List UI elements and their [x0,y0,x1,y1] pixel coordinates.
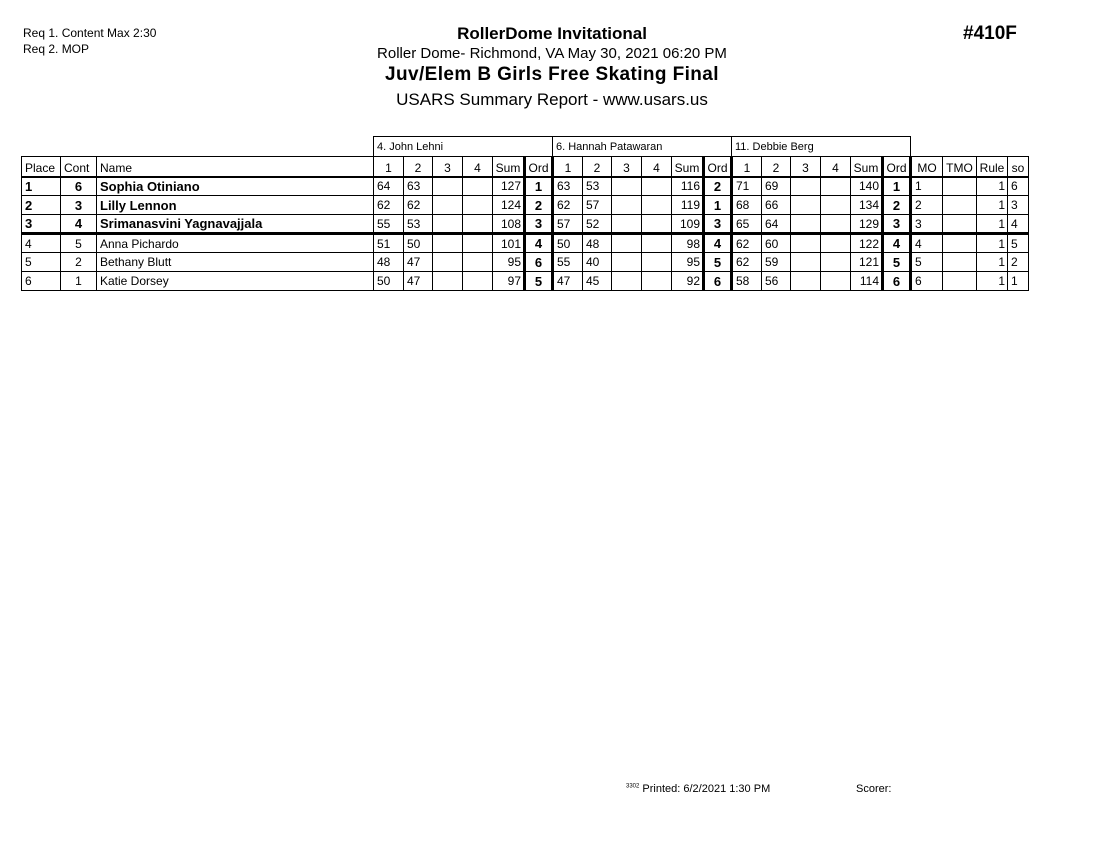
mo-cell: 5 [911,253,943,272]
col-ord: Ord [704,157,732,177]
cont-cell: 2 [61,253,97,272]
judge-score [612,196,642,215]
so-cell: 2 [1008,253,1029,272]
so-cell: 4 [1008,215,1029,234]
col-cont: Cont [61,157,97,177]
col-score-4: 4 [463,157,493,177]
judge-score [642,196,672,215]
judge-score: 62 [553,196,583,215]
table-row [22,272,1029,291]
judge-sum: 122 [851,234,883,253]
judge-score: 71 [732,177,762,196]
judge-score: 63 [553,177,583,196]
judge-sum: 134 [851,196,883,215]
judge-score: 59 [762,253,791,272]
so-cell: 5 [1008,234,1029,253]
judge-score [612,177,642,196]
col-ord: Ord [883,157,911,177]
judge-score: 55 [553,253,583,272]
judge-score [612,215,642,234]
document-number: #410F [963,23,1017,44]
judge-score: 52 [583,215,612,234]
judge-ordinal: 2 [525,196,553,215]
judge-score: 62 [732,253,762,272]
event-location: Roller Dome- Richmond, VA May 30, 2021 06:20 PM [377,45,727,62]
judge-sum: 121 [851,253,883,272]
judge-score [642,253,672,272]
judge-3: 11. Debbie Berg [732,137,911,157]
cont-cell: 1 [61,272,97,291]
report-title: Juv/Elem B Girls Free Skating Final [385,64,719,85]
printed-date: Printed: 6/2/2021 1:30 PM [642,783,771,795]
judge-score: 55 [374,215,404,234]
cont-cell: 3 [61,196,97,215]
rule-cell: 1 [977,215,1008,234]
judge-score [463,177,493,196]
col-ord: Ord [525,157,553,177]
judge-score: 40 [583,253,612,272]
judge-score: 65 [732,215,762,234]
judge-2: 6. Hannah Patawaran [553,137,732,157]
col-tmo: TMO [943,157,977,177]
tmo-cell [943,196,977,215]
judge-ordinal: 4 [883,234,911,253]
col-mo: MO [911,157,943,177]
judge-score [791,177,821,196]
judge-score [642,177,672,196]
place-cell: 2 [22,196,61,215]
scorer-label: Scorer: [856,783,892,795]
judge-sum: 127 [493,177,525,196]
judge-ordinal: 1 [883,177,911,196]
so-cell: 3 [1008,196,1029,215]
judge-score [433,234,463,253]
col-score-3: 3 [612,157,642,177]
judge-score: 64 [374,177,404,196]
col-sum: Sum [493,157,525,177]
judges-row [22,137,1029,157]
judge-score: 62 [374,196,404,215]
cont-cell: 4 [61,215,97,234]
so-cell: 6 [1008,177,1029,196]
judge-score [463,272,493,291]
judge-score: 50 [553,234,583,253]
judge-score: 64 [762,215,791,234]
judge-ordinal: 1 [704,196,732,215]
judge-score [642,272,672,291]
judge-score [791,196,821,215]
table-row [22,196,1029,215]
judge-sum: 140 [851,177,883,196]
judge-1: 4. John Lehni [374,137,553,157]
judge-sum: 119 [672,196,704,215]
judge-score [791,215,821,234]
judge-score: 62 [404,196,433,215]
place-cell: 3 [22,215,61,234]
skater-name: Anna Pichardo [97,234,374,253]
place-cell: 5 [22,253,61,272]
judge-score: 57 [553,215,583,234]
judge-score [463,196,493,215]
requirement-1: Req 1. Content Max 2:30 [23,26,157,40]
judge-score [642,215,672,234]
judge-sum: 92 [672,272,704,291]
col-score-4: 4 [642,157,672,177]
judge-ordinal: 3 [883,215,911,234]
rule-cell: 1 [977,253,1008,272]
cont-cell: 5 [61,234,97,253]
col-place: Place [22,157,61,177]
judge-ordinal: 2 [704,177,732,196]
table-row [22,215,1029,234]
judge-score [821,215,851,234]
judge-score: 66 [762,196,791,215]
table-row [22,253,1029,272]
printed-info [626,783,770,795]
event-name: RollerDome Invitational [457,24,647,43]
judge-score: 56 [762,272,791,291]
judge-ordinal: 6 [883,272,911,291]
place-cell: 4 [22,234,61,253]
judge-score: 53 [583,177,612,196]
results-table [21,136,1029,291]
col-score-1: 1 [553,157,583,177]
judge-ordinal: 1 [525,177,553,196]
judge-score [821,234,851,253]
judge-score [791,272,821,291]
judge-score: 58 [732,272,762,291]
skater-name: Bethany Blutt [97,253,374,272]
judge-sum: 109 [672,215,704,234]
judge-ordinal: 6 [525,253,553,272]
judge-score: 48 [583,234,612,253]
mo-cell: 2 [911,196,943,215]
judge-ordinal: 5 [525,272,553,291]
judge-score: 48 [374,253,404,272]
judge-ordinal: 4 [525,234,553,253]
report-subtitle: USARS Summary Report - www.usars.us [396,90,708,109]
skater-name: Katie Dorsey [97,272,374,291]
judge-score: 63 [404,177,433,196]
so-cell: 1 [1008,272,1029,291]
judge-ordinal: 3 [525,215,553,234]
judge-score [821,272,851,291]
judge-sum: 124 [493,196,525,215]
col-score-3: 3 [791,157,821,177]
judge-score [821,196,851,215]
judge-score [612,272,642,291]
judge-score [612,234,642,253]
report-code: 3302 [626,783,640,790]
judge-score: 47 [404,253,433,272]
judge-ordinal: 5 [883,253,911,272]
judge-sum: 97 [493,272,525,291]
judge-score [433,272,463,291]
col-score-2: 2 [762,157,791,177]
judge-score [433,215,463,234]
place-cell: 1 [22,177,61,196]
judge-score: 60 [762,234,791,253]
judge-ordinal: 2 [883,196,911,215]
mo-cell: 4 [911,234,943,253]
col-sum: Sum [672,157,704,177]
judge-sum: 129 [851,215,883,234]
judge-sum: 114 [851,272,883,291]
mo-cell: 1 [911,177,943,196]
place-cell: 6 [22,272,61,291]
rule-cell: 1 [977,177,1008,196]
column-header-row [22,157,1029,177]
judge-sum: 98 [672,234,704,253]
judge-sum: 108 [493,215,525,234]
rule-cell: 1 [977,234,1008,253]
tmo-cell [943,234,977,253]
skater-name: Srimanasvini Yagnavajjala [97,215,374,234]
judge-sum: 95 [493,253,525,272]
tmo-cell [943,272,977,291]
judge-score: 51 [374,234,404,253]
col-score-1: 1 [374,157,404,177]
judge-score: 57 [583,196,612,215]
judge-score: 45 [583,272,612,291]
judge-score: 50 [404,234,433,253]
judge-score [612,253,642,272]
col-sum: Sum [851,157,883,177]
cont-cell: 6 [61,177,97,196]
judge-score: 68 [732,196,762,215]
judge-sum: 101 [493,234,525,253]
judge-score [642,234,672,253]
judge-score [463,253,493,272]
judge-sum: 116 [672,177,704,196]
requirement-2: Req 2. MOP [23,42,90,56]
requirements [23,25,156,57]
skater-name: Sophia Otiniano [97,177,374,196]
col-score-4: 4 [821,157,851,177]
col-so: so [1008,157,1029,177]
judge-score: 47 [404,272,433,291]
tmo-cell [943,215,977,234]
col-score-3: 3 [433,157,463,177]
table-row [22,234,1029,253]
judge-score: 47 [553,272,583,291]
judge-score: 50 [374,272,404,291]
judge-score [433,253,463,272]
tmo-cell [943,253,977,272]
mo-cell: 3 [911,215,943,234]
judge-ordinal: 6 [704,272,732,291]
judge-score [791,234,821,253]
tmo-cell [943,177,977,196]
col-score-1: 1 [732,157,762,177]
judge-sum: 95 [672,253,704,272]
skater-name: Lilly Lennon [97,196,374,215]
judge-score [433,177,463,196]
judge-ordinal: 5 [704,253,732,272]
judge-ordinal: 3 [704,215,732,234]
judge-score [433,196,463,215]
col-score-2: 2 [583,157,612,177]
judge-ordinal: 4 [704,234,732,253]
judge-score [821,177,851,196]
mo-cell: 6 [911,272,943,291]
judge-score [791,253,821,272]
rule-cell: 1 [977,196,1008,215]
judge-score: 69 [762,177,791,196]
judge-score [821,253,851,272]
judge-score [463,215,493,234]
col-score-2: 2 [404,157,433,177]
rule-cell: 1 [977,272,1008,291]
judge-score [463,234,493,253]
col-name: Name [97,157,374,177]
judge-score: 62 [732,234,762,253]
judge-score: 53 [404,215,433,234]
col-rule: Rule [977,157,1008,177]
table-row [22,177,1029,196]
